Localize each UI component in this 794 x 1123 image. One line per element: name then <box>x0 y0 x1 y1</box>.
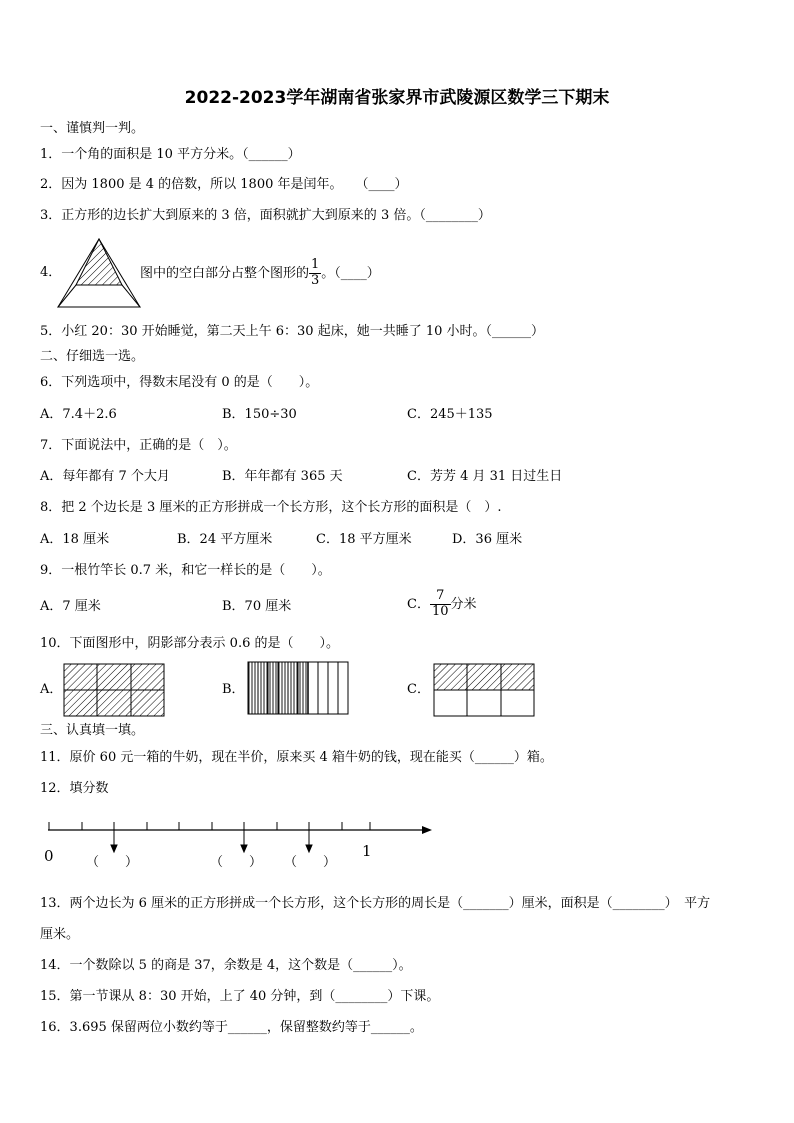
page-title: 2022-2023学年湖南省张家界市武陵源区数学三下期末 <box>184 88 610 108</box>
question-6-stem: 6．下列选项中，得数末尾没有 0 的是（ ）。 <box>40 375 319 390</box>
question-12-stem: 12．填分数 <box>40 781 109 796</box>
question-3: 3．正方形的边长扩大到原来的 3 倍，面积就扩大到原来的 3 倍。（________） <box>40 208 491 223</box>
question-11: 11．原价 60 元一箱的牛奶，现在半价，原来买 4 箱牛奶的钱，现在能买（______）箱。 <box>40 750 553 765</box>
fraction-seven-tenths: $\frac{7}{10}$ <box>431 588 449 619</box>
number-line-arrow <box>422 826 432 834</box>
section-1-heading: 一、谨慎判一判。 <box>40 121 145 136</box>
question-7-option-c: C．芳芳 4 月 31 日过生日 <box>407 469 563 484</box>
question-8-option-b: B．24 平方厘米 <box>177 532 273 547</box>
question-5: 5．小红 20：30 开始睡觉，第二天上午 6：30 起床，她一共睡了 10 小时。（______） <box>40 324 545 339</box>
fraction-one-third: $\frac{1}{3}$ <box>311 257 320 288</box>
question-9-option-c: C． $\frac{7}{10}$ 分米 <box>407 588 477 619</box>
triangle-blank-part <box>58 285 140 307</box>
number-line <box>46 818 436 858</box>
number-line-zero: 0 <box>44 847 54 865</box>
question-6-option-c: C．245＋135 <box>407 407 493 422</box>
question-10-option-c: C． <box>407 682 430 697</box>
number-line-one: 1 <box>362 842 372 860</box>
section-3-heading: 三、认真填一填。 <box>40 723 145 738</box>
question-10-option-a: A． <box>40 682 63 697</box>
question-9-option-a: A．7 厘米 <box>40 599 101 614</box>
number-line-pointers <box>111 830 312 852</box>
question-14: 14．一个数除以 5 的商是 37，余数是 4，这个数是（______）。 <box>40 958 412 973</box>
question-8-stem: 8．把 2 个边长是 3 厘米的正方形拼成一个长方形，这个长方形的面积是（ ）. <box>40 500 502 515</box>
question-15: 15．第一节课从 8：30 开始，上了 40 分钟，到（________）下课。 <box>40 989 440 1004</box>
question-7-option-a: A．每年都有 7 个大月 <box>40 469 170 484</box>
figure-a-grid <box>64 664 164 716</box>
question-6-option-a: A．7.4＋2.6 <box>40 407 117 422</box>
question-7-stem: 7．下面说法中，正确的是（ ）。 <box>40 438 237 453</box>
number-line-blank-2: （ ） <box>210 855 263 870</box>
figure-c-grid <box>434 664 534 716</box>
question-9-option-b: B．70 厘米 <box>222 599 292 614</box>
number-line-blank-1: （ ） <box>86 855 139 870</box>
triangle-figure <box>58 237 140 309</box>
question-13-line-1: 13．两个边长为 6 厘米的正方形拼成一个长方形，这个长方形的周长是（_______）厘米，面积是（________） 平方 <box>40 896 711 911</box>
figure-b-strips <box>248 662 348 714</box>
question-8-option-d: D．36 厘米 <box>452 532 523 547</box>
question-8-option-a: A．18 厘米 <box>40 532 110 547</box>
question-10-option-b: B． <box>222 682 245 697</box>
question-1: 1．一个角的面积是 10 平方分米。（______） <box>40 147 301 162</box>
question-16: 16．3.695 保留两位小数约等于______，保留整数约等于______。 <box>40 1020 423 1035</box>
question-13-line-2: 厘米。 <box>40 927 80 942</box>
question-6-option-b: B．150÷30 <box>222 407 297 422</box>
section-2-heading: 二、仔细选一选。 <box>40 349 145 364</box>
triangle-shaded-part <box>76 239 122 285</box>
question-9-stem: 9．一根竹竿长 0.7 米，和它一样长的是（ ）。 <box>40 563 331 578</box>
question-4-number: 4． <box>40 265 62 280</box>
question-8-option-c: C．18 平方厘米 <box>316 532 412 547</box>
question-2: 2．因为 1800 是 4 的倍数，所以 1800 年是闰年。 （____） <box>40 177 408 192</box>
question-7-option-b: B．年年都有 365 天 <box>222 469 343 484</box>
question-10-stem: 10．下面图形中，阴影部分表示 0.6 的是（ ）。 <box>40 636 339 651</box>
number-line-blank-3: （ ） <box>284 855 337 870</box>
question-4-text: 图中的空白部分占整个图形的 $\frac{1}{3}$ 。（____） <box>140 257 380 288</box>
